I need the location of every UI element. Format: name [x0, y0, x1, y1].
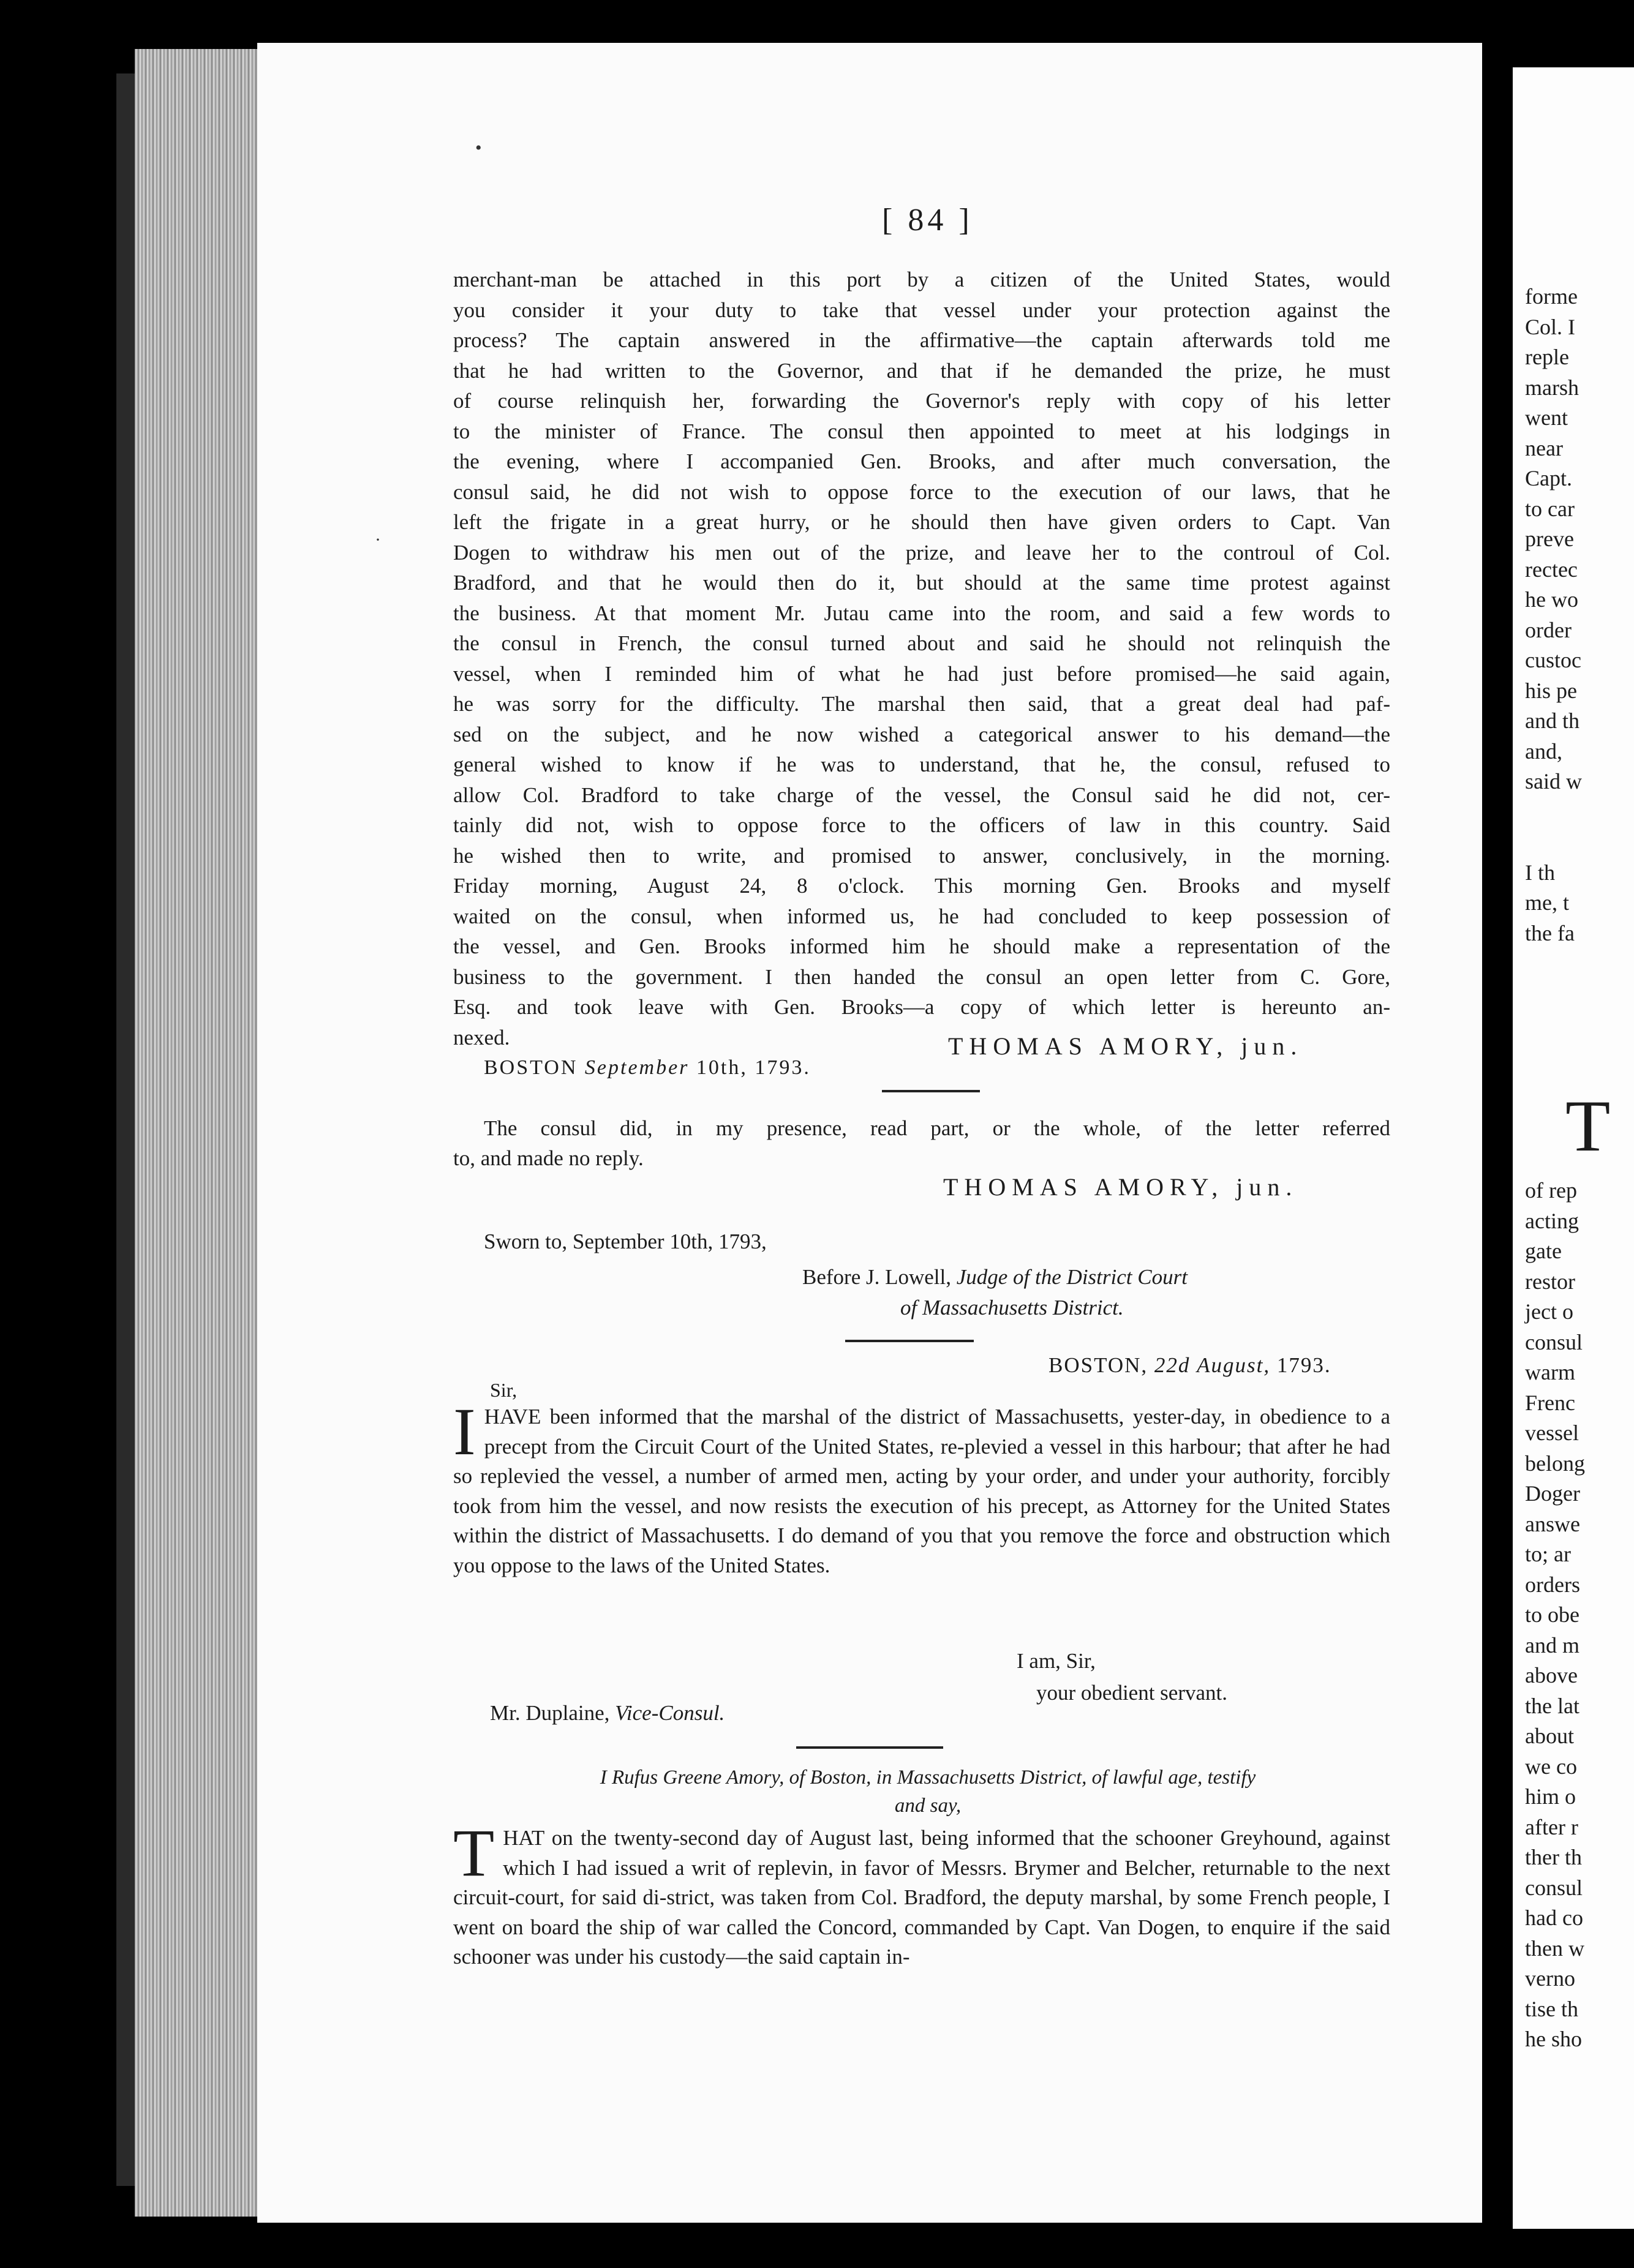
right-page-line: to car: [1525, 496, 1575, 521]
right-page-line: reple: [1525, 345, 1569, 369]
right-page-line: the lat: [1525, 1693, 1579, 1718]
right-page-line: forme: [1525, 284, 1578, 309]
right-page-line: and th: [1525, 708, 1579, 733]
right-page-line: restor: [1525, 1269, 1575, 1294]
text-line: he wished then to write, and promised to answer, conclusively, in the morning.: [453, 843, 1390, 868]
text-line: consul said, he did not wish to oppose force to the execution of our laws, that he: [453, 479, 1390, 504]
affidavit-heading-line: I Rufus Greene Amory, of Boston, in Massachusetts District, of lawful age, testify: [600, 1767, 1256, 1789]
right-page-line: Doger: [1525, 1481, 1580, 1506]
right-page-line: [1525, 797, 1582, 828]
affidavit-dropcap: T: [453, 1816, 495, 1890]
addressee: [490, 1701, 725, 1725]
text-line: general wished to know if he was to understand, that he, the consul, refused to: [453, 753, 1390, 776]
right-page-line: consul: [1525, 1329, 1583, 1354]
dateline-year: 1793.: [1276, 1353, 1331, 1377]
judge-title: Judge of the District Court: [956, 1265, 1188, 1289]
right-page-line: tise th: [1525, 1996, 1578, 2021]
text-line: Esq. and took leave with Gen. Brooks—a copy of which letter is hereunto an-: [453, 995, 1390, 1019]
right-page-line: ther th: [1525, 1845, 1582, 1869]
dateline-letter: [1049, 1353, 1331, 1378]
text-line: Friday morning, August 24, 8 o'clock. This morning Gen. Brooks and myself: [453, 874, 1390, 898]
right-page-line: above: [1525, 1663, 1578, 1688]
right-page-line: him o: [1525, 1784, 1576, 1809]
text-line: Bradford, and that he would then do it, but should at the same time protest against: [453, 571, 1390, 595]
right-page-line: he wo: [1525, 587, 1578, 612]
text-line: to the minister of France. The consul then appointed to meet at his lodgings in: [453, 419, 1390, 443]
right-page-line: went: [1525, 405, 1568, 430]
right-page-line: of rep: [1525, 1178, 1577, 1203]
right-page-line: and,: [1525, 738, 1562, 764]
right-page-line: rectec: [1525, 557, 1578, 582]
margin-mark: ·: [375, 530, 381, 550]
right-page-bottom-lines: [1525, 1176, 1585, 2055]
before-text: Before J. Lowell,: [802, 1265, 951, 1289]
text-line: The consul did, in my presence, read part, or the whole, of the letter referred: [484, 1116, 1390, 1140]
right-page-line: [1525, 827, 1582, 858]
right-page-line: me, t: [1525, 890, 1569, 915]
right-page-line: and m: [1525, 1632, 1579, 1658]
letter-body: [453, 1394, 1390, 1580]
right-page-line: marsh: [1525, 375, 1579, 400]
right-page: [1513, 67, 1634, 2229]
right-page-line: Frenc: [1525, 1390, 1575, 1415]
right-page-line: I th: [1525, 860, 1555, 885]
right-page-line: near: [1525, 435, 1563, 460]
dateline-month: August,: [1197, 1353, 1271, 1377]
right-page-line: then w: [1525, 1936, 1584, 1961]
right-page-line: acting: [1525, 1208, 1579, 1233]
right-page-line: Capt.: [1525, 466, 1572, 490]
text-line: left the frigate in a great hurry, or he should then have given orders to Capt. Van: [453, 510, 1390, 534]
paragraph-consul-reply: [453, 1113, 1390, 1173]
right-page-line: to; ar: [1525, 1542, 1571, 1566]
text-line: you consider it your duty to take that vessel under your protection against the: [453, 298, 1390, 322]
text-line: process? The captain answered in the affirmative—the captain afterwards told me: [453, 328, 1390, 352]
right-page-line: about: [1525, 1724, 1574, 1748]
right-page-line: he sho: [1525, 2027, 1582, 2051]
sworn-line: Sworn to, September 10th, 1793,: [484, 1230, 767, 1253]
divider: [796, 1746, 943, 1749]
text-line: the business. At that moment Mr. Jutau came into the room, and said a few words to: [453, 601, 1390, 625]
text-line: vessel, when I reminded him of what he had just before promised—he said again,: [453, 661, 1390, 686]
judge-line: [802, 1265, 1188, 1290]
dateline: [484, 1056, 811, 1080]
right-page-line: belong: [1525, 1451, 1585, 1476]
right-page-top-lines: [1525, 282, 1582, 948]
right-page-line: said w: [1525, 769, 1582, 794]
closing: I am, Sir,: [1017, 1649, 1096, 1673]
gutter: [1482, 43, 1513, 2229]
page-number: [ 84 ]: [882, 203, 973, 238]
divider: [845, 1340, 974, 1342]
right-page-line: Col. I: [1525, 314, 1576, 339]
text-line: that he had written to the Governor, and that if he demanded the prize, he must: [453, 358, 1390, 383]
text-line: the evening, where I accompanied Gen. Brooks, and after much conversation, the: [453, 449, 1390, 473]
dateline-place: BOSTON: [484, 1056, 578, 1079]
dateline-month: September: [584, 1056, 690, 1079]
text-line: Dogen to withdraw his men out of the prize, and leave her to the controul of Col.: [453, 540, 1390, 565]
text-line: tainly did not, wish to oppose force to the officers of law in this country. Said: [453, 813, 1390, 837]
right-page-line: after r: [1525, 1814, 1578, 1839]
right-page-line: warm: [1525, 1360, 1575, 1384]
text-line: business to the government. I then handed the consul an open letter from C. Gore,: [453, 964, 1390, 989]
text-line: waited on the consul, when informed us, he had concluded to keep possession of: [453, 904, 1390, 928]
dateline-place: BOSTON,: [1049, 1353, 1148, 1377]
right-page-line: consul: [1525, 1875, 1583, 1900]
page-edges: [135, 49, 257, 2217]
dateline-rest: 10th, 1793.: [696, 1056, 811, 1079]
right-page-line: gate: [1525, 1239, 1562, 1263]
addressee-name: Mr. Duplaine,: [490, 1701, 610, 1725]
right-page-line: ject o: [1525, 1299, 1573, 1324]
right-page-line: orders: [1525, 1572, 1580, 1597]
dateline-day: 22d: [1154, 1353, 1191, 1377]
letter-text: HAVE been informed that the marshal of the district of Massachusetts, yester-day, in obedience to a precept from the Circuit Court of the United States, re-plevied a vessel in this harbour; that after he had so replevied the vessel, a number of armed men, acting by your order, and under your authority, forcibly took from him the vessel, and now resists the execution of his precept, as Attorney for the United States within the district of Massachusetts. I do demand of you that you remove the force and obstruction which you oppose to the laws of the United States.: [453, 1405, 1390, 1577]
signature-thomas-amory: THOMAS AMORY, jun.: [943, 1173, 1298, 1201]
addressee-title: Vice-Consul.: [615, 1701, 725, 1725]
right-page-line: order: [1525, 617, 1572, 642]
text-line: the consul in French, the consul turned about and said he should not relinquish the: [453, 631, 1390, 655]
text-line: sed on the subject, and he now wished a categorical answer to his demand—the: [453, 722, 1390, 746]
judge-district: of Massachusetts District.: [900, 1296, 1124, 1320]
body-paragraph: [453, 265, 1390, 1053]
right-page-line: preve: [1525, 527, 1574, 551]
right-page-dropcap: T: [1565, 1085, 1611, 1166]
text-line: allow Col. Bradford to take charge of the vessel, the Consul said he did not, cer-: [453, 783, 1390, 807]
text-line: he was sorry for the difficulty. The marshal then said, that a great deal had paf-: [453, 692, 1390, 716]
text-line: to, and made no reply.: [453, 1146, 644, 1170]
right-page-line: custoc: [1525, 648, 1581, 672]
text-line: nexed.: [453, 1025, 510, 1050]
right-page-line: answe: [1525, 1511, 1580, 1536]
text-line: merchant-man be attached in this port by a citizen of the United States, would: [453, 268, 1390, 291]
right-page-line: to obe: [1525, 1602, 1579, 1627]
right-page-line: verno: [1525, 1966, 1575, 1991]
letter-dropcap: I: [453, 1394, 476, 1469]
affidavit-heading-line: and say,: [894, 1795, 962, 1817]
signature-thomas-amory: THOMAS AMORY, jun.: [948, 1032, 1303, 1060]
affidavit-text: HAT on the twenty-second day of August last, being informed that the schooner Greyhound, against which I had issued a writ of replevin, in favor of Messrs. Brymer and Belcher, returnable to the next circuit-court, for said di-strict, was taken from Col. Bradford, the deputy marshal, by some French people, I went on board the ship of war called the Concord, commanded by Capt. Van Dogen, to enquire if the said schooner was under his custody—the said captain in-: [453, 1826, 1390, 1969]
right-page-line: the fa: [1525, 920, 1575, 945]
right-page-line: vessel: [1525, 1421, 1579, 1445]
right-page-line: we co: [1525, 1754, 1577, 1779]
text-line: of course relinquish her, forwarding the Governor's reply with copy of his letter: [453, 389, 1390, 413]
margin-mark: •: [475, 138, 482, 158]
right-page-line: had co: [1525, 1906, 1583, 1930]
closing-servant: your obedient servant.: [1036, 1681, 1227, 1705]
right-page-line: his pe: [1525, 678, 1577, 703]
divider: [882, 1090, 980, 1092]
affidavit-heading: [465, 1763, 1390, 1820]
text-line: the vessel, and Gen. Brooks informed him he should make a representation of the: [453, 934, 1390, 958]
salutation: Sir,: [490, 1379, 518, 1401]
affidavit-body: [453, 1816, 1390, 1972]
